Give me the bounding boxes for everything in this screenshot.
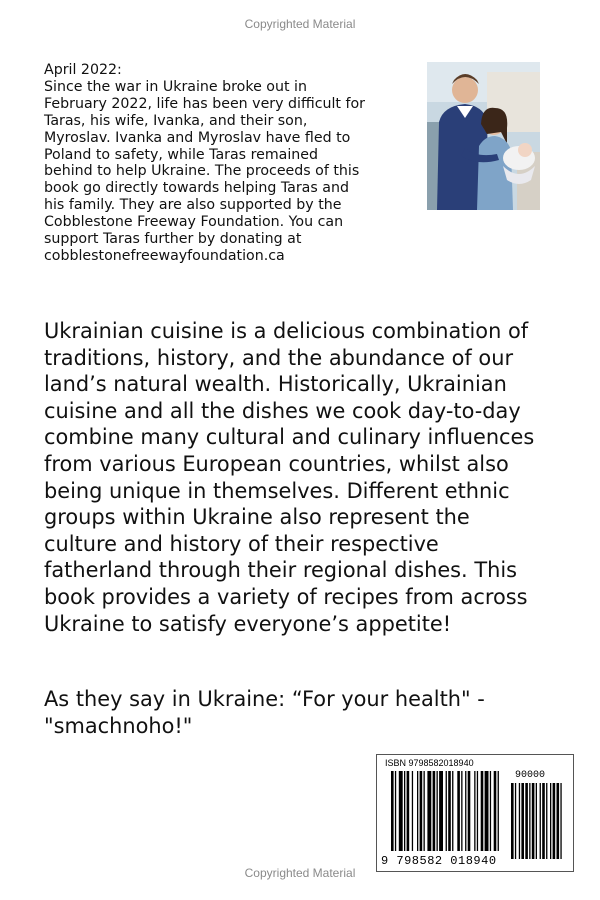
barcode-addon-bar [560, 783, 561, 859]
barcode-addon-bar [546, 783, 547, 859]
barcode-bar [468, 771, 471, 851]
barcode-bar [417, 771, 418, 851]
barcode-bar [424, 771, 425, 851]
barcode-addon-bar [553, 783, 556, 859]
copyright-watermark-bottom: Copyrighted Material [244, 866, 356, 880]
barcode-bar [481, 771, 484, 851]
barcode-addon-bar [519, 783, 520, 859]
barcode-bar [474, 771, 475, 851]
barcode-addon-bar [525, 783, 528, 859]
barcode-addon-bar [511, 783, 514, 859]
barcode-bar [407, 771, 410, 851]
barcode-bar [391, 771, 394, 851]
barcode-addon-bar [515, 783, 516, 859]
barcode-bar [494, 771, 497, 851]
barcode-digits: 9 798582 018940 [381, 854, 497, 868]
barcode-bar [498, 771, 499, 851]
barcode-bar [485, 771, 489, 851]
barcode-bar [452, 771, 453, 851]
barcode-bar [461, 771, 462, 851]
barcode-bar [439, 771, 443, 851]
barcode-bar [465, 771, 466, 851]
barcode-bar [433, 771, 436, 851]
barcode-bar [404, 771, 405, 851]
barcode-addon-bar [529, 783, 530, 859]
barcode-bar [420, 771, 423, 851]
closing-quote: As they say in Ukraine: “For your health" - "smachnoho!" [44, 687, 485, 738]
isbn-label: ISBN 9798582018940 [385, 758, 474, 768]
barcode-bar [446, 771, 447, 851]
barcode-addon-bar [540, 783, 541, 859]
barcode-addon-bar [550, 783, 551, 859]
family-photo-icon [427, 62, 540, 210]
barcode-addon-bar [557, 783, 560, 859]
barcode-addon-bar [536, 783, 537, 859]
barcode-bar [448, 771, 451, 851]
barcode-addon-bar [521, 783, 524, 859]
barcode-bar [399, 771, 403, 851]
barcode-bar [477, 771, 478, 851]
barcode-bar [457, 771, 460, 851]
isbn-barcode [376, 754, 574, 872]
barcode-addon-bar [532, 783, 535, 859]
dedication-paragraph: April 2022: Since the war in Ukraine broke out in February 2022, life has been very difficult for Taras, his wife, Ivanka, and their son, Myroslav. Ivanka and Myroslav have fled to Poland to safety, while Taras remained behind to help Ukraine. The proceeds of this book go directly towards helping Taras and his family. They are also supported by the Cobblestone Freeway Foundation. You can support Taras further by donating at cobblestonefreewayfoundation.ca [44, 62, 366, 264]
copyright-watermark-top: Copyrighted Material [244, 17, 356, 31]
barcode-bar [427, 771, 431, 851]
barcode-bar [437, 771, 438, 851]
barcode-bar [395, 771, 396, 851]
barcode-bar [490, 771, 491, 851]
barcode-addon-bar [542, 783, 545, 859]
barcode-bar [412, 771, 413, 851]
barcode-addon-code: 90000 [515, 770, 546, 781]
family-photo [427, 62, 540, 210]
description-paragraph: Ukrainian cuisine is a delicious combination of traditions, history, and the abundance of our land’s natural wealth. Historically, Ukrainian cuisine and all the dishes we cook day-to-day combine many cultural and culinary influences from various European countries, whilst also being unique in themselves. Different ethnic groups within Ukraine also represent the culture and history of their respective fatherland through their regional dishes. This book provides a variety of recipes from across Ukraine to satisfy everyone’s appetite! [44, 319, 535, 636]
